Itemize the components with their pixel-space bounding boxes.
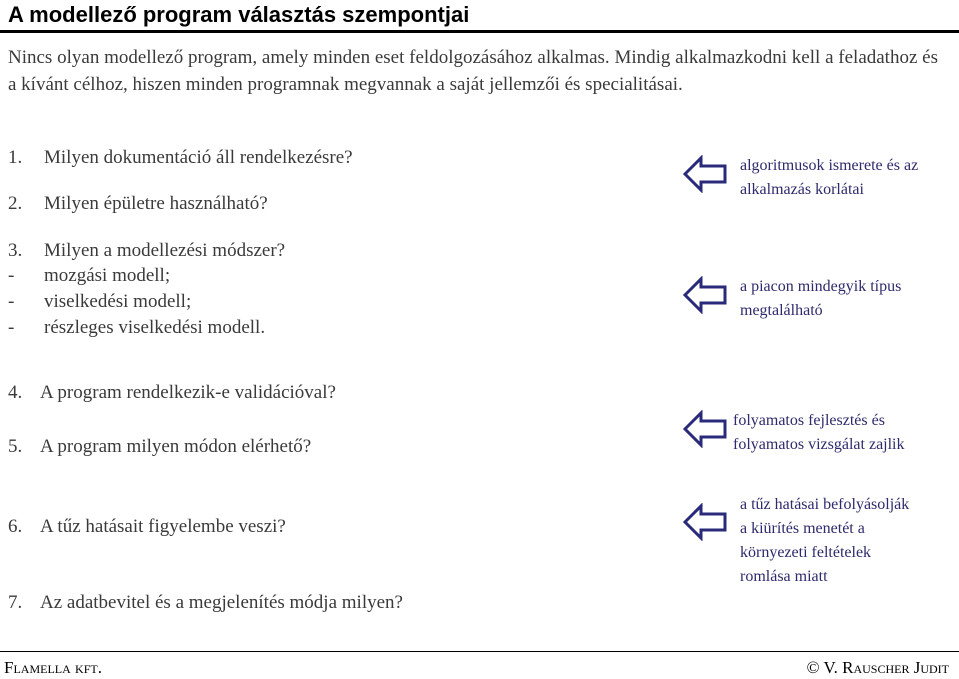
- method-item: - mozgási modell;: [8, 265, 171, 286]
- method-item: - részleges viselkedési modell.: [8, 317, 266, 338]
- question-4: 4. A program rendelkezik-e validációval?: [8, 382, 336, 403]
- left-arrow-icon: [683, 155, 727, 193]
- question-7: 7. Az adatbevitel és a megjelenítés módja milyen?: [8, 592, 403, 613]
- title-underline: [0, 30, 959, 33]
- intro-paragraph: Nincs olyan modellező program, amely minden eset feldolgozásához alkalmas. Mindig alkalmazkodni kell a feladathoz és a kívánt célhoz, hiszen minden programnak megvannak a saját jellemzői és specialitásai.: [8, 47, 938, 95]
- left-arrow-icon: [683, 503, 727, 541]
- method-item: - viselkedési modell;: [8, 291, 192, 312]
- question-1: 1. Milyen dokumentáció áll rendelkezésre?: [8, 147, 353, 168]
- footer-author: © V. Rauscher Judit: [806, 658, 949, 677]
- question-6: 6. A tűz hatásait figyelembe veszi?: [8, 516, 286, 537]
- footer-divider: [0, 651, 959, 652]
- left-arrow-icon: [683, 410, 727, 448]
- note-2: a piacon mindegyik típus megtalálható: [740, 278, 902, 319]
- note-4: a tűz hatásai befolyásolják a kiürítés menetét a környezeti feltételek romlása miatt: [740, 496, 910, 585]
- page-title: A modellező program választás szempontjai: [8, 2, 470, 27]
- question-2: 2. Milyen épületre használható?: [8, 193, 268, 214]
- note-3: folyamatos fejlesztés és folyamatos vizsgálat zajlik: [733, 412, 905, 453]
- note-1: algoritmusok ismerete és az alkalmazás korlátai: [740, 157, 919, 198]
- question-3: 3. Milyen a modellezési módszer?: [8, 240, 286, 261]
- question-5: 5. A program milyen módon elérhető?: [8, 436, 312, 457]
- left-arrow-icon: [683, 276, 727, 314]
- footer-company: Flamella kft.: [4, 658, 102, 677]
